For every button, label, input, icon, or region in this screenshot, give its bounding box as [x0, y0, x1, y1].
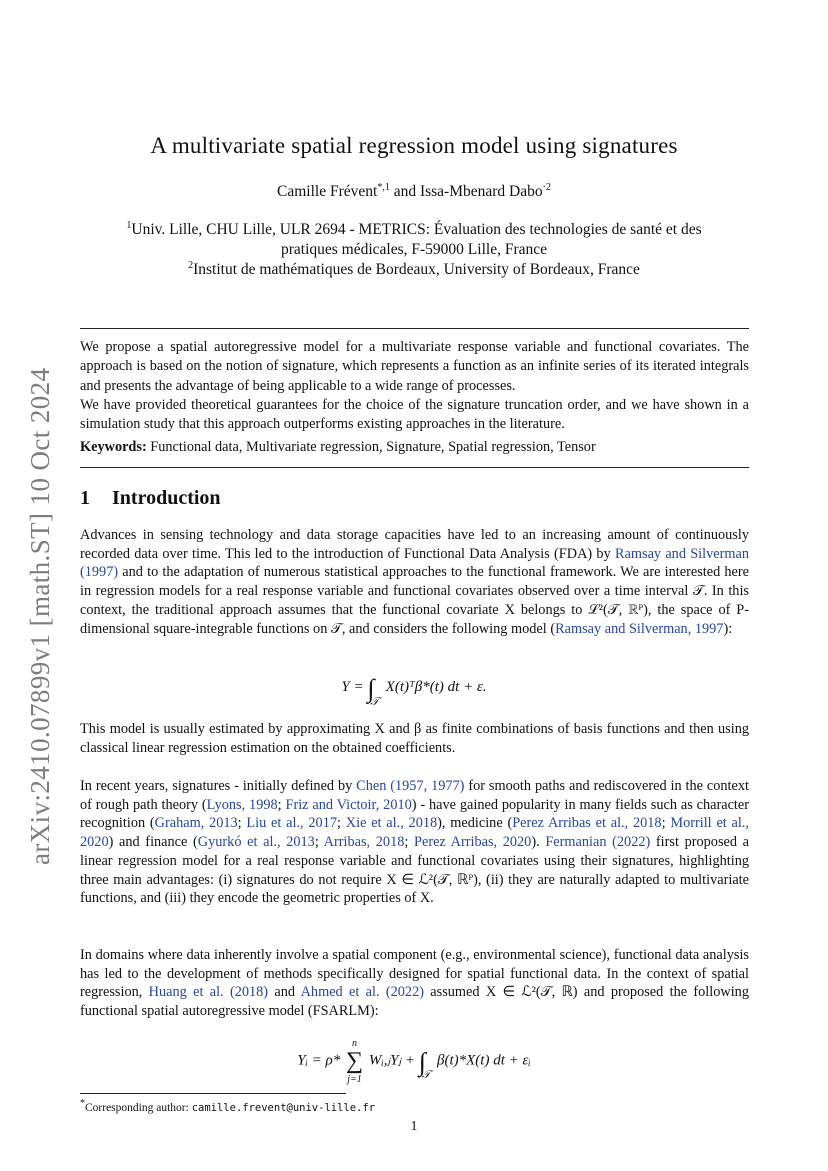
- body-text: for smooth paths and rediscovered in the context of rough path theory (: [80, 778, 749, 813]
- body-text: ;: [404, 834, 415, 851]
- affiliation-text: pratiques médicales, F-59000 Lille, France: [280, 241, 547, 259]
- intro-paragraph-3: [80, 777, 749, 908]
- affiliation-mark: 2: [188, 260, 194, 271]
- author-email[interactable]: camille.frevent@univ-lille.fr: [191, 1101, 376, 1114]
- affiliation-mark: 1: [126, 220, 132, 231]
- intro-paragraph-2: This model is usually estimated by approximating X and β as finite combinations of basis functions and then using classical linear regression estimation on the obtained coefficients.: [80, 721, 749, 756]
- equation-lhs: Y =: [341, 679, 364, 695]
- equation-body: β(t)*X(t) dt + εᵢ: [437, 1052, 531, 1069]
- body-text: and: [268, 984, 301, 1001]
- citation-link[interactable]: Friz and Victoir, 2010: [285, 796, 412, 813]
- affiliation-1: [80, 216, 748, 260]
- body-text: ;: [237, 815, 247, 832]
- author-conjunction: and: [393, 183, 417, 201]
- citation-link[interactable]: Arribas, 2018: [323, 834, 405, 851]
- body-text: first proposed a linear regression model for a real response variable and functional covariates using their signatures, highlighting three main advantages: (i) signatures do not require X ∈ ℒ²(𝒯, ℝᴾ), (ii) they are naturally adapted to multivariate functions, and (iii) they encode the geometric properties of X.: [80, 834, 750, 907]
- body-text: ;: [314, 834, 324, 851]
- citation-link[interactable]: Perez Arribas, 2020: [414, 834, 532, 851]
- citation-link[interactable]: Morrill et al., 2020: [80, 815, 750, 851]
- sum-lower-limit: j=1: [347, 1074, 362, 1085]
- arxiv-identifier: arXiv:2410.07899v1 [math.ST] 10 Oct 2024: [25, 367, 55, 865]
- integral-sign: ∫: [418, 1047, 426, 1077]
- integral-domain: 𝒯: [370, 696, 379, 708]
- citation-link[interactable]: Xie et al., 2018: [345, 815, 438, 832]
- paper-title: A multivariate spatial regression model using signatures: [150, 133, 678, 158]
- sum-upper-limit: n: [352, 1038, 358, 1049]
- page-number: 1: [410, 1119, 418, 1134]
- integral-sign: ∫: [367, 674, 375, 703]
- equation-term: Wᵢ,ⱼYⱼ +: [368, 1052, 415, 1069]
- abstract-bottom-rule: [80, 467, 749, 468]
- citation-link[interactable]: Chen (1957, 1977): [356, 778, 465, 794]
- section-title: Introduction: [112, 487, 221, 509]
- keywords: [80, 439, 749, 456]
- affiliation-text: Univ. Lille, CHU Lille, ULR 2694 - METRICS: Évaluation des technologies de santé et des: [131, 221, 702, 239]
- citation-link[interactable]: Graham, 2013: [154, 815, 238, 832]
- sum-sign: ∑: [346, 1048, 364, 1074]
- integral-domain: 𝒯: [421, 1069, 431, 1082]
- equation-lhs: Yᵢ = ρ*: [297, 1052, 341, 1069]
- body-text: In domains where data inherently involve a spatial component (e.g., environmental science), functional data analysis has led to the development of methods specifically designed for spatial functional data. In the context of spatial regression,: [80, 947, 749, 1001]
- body-text: ;: [277, 796, 286, 813]
- citation-link[interactable]: Liu et al., 2017: [246, 815, 338, 832]
- citation-link[interactable]: Ahmed et al. (2022): [300, 984, 424, 1001]
- author-name: Camille Frévent: [277, 183, 378, 201]
- body-text: ;: [337, 815, 346, 832]
- section-number: 1: [80, 487, 90, 509]
- citation-link[interactable]: Fermanian (2022): [545, 834, 651, 851]
- footnote: [80, 1098, 375, 1114]
- equation-body: X(t)ᵀβ*(t) dt + ε.: [385, 679, 487, 695]
- keywords-text: Functional data, Multivariate regression, Signature, Spatial regression, Tensor: [150, 439, 596, 455]
- abstract: [80, 338, 749, 434]
- body-text: and to the adaptation of numerous statistical approaches to the functional framework. We are interested here in regression models for a real response variable and functional covariates observed over a time interval 𝒯. In this context, the traditional approach assumes that the functional covariate X belongs to ℒ²(𝒯, ℝᴾ), the space of P-dimensional square-integrable functions on 𝒯, and considers the following model (: [80, 564, 749, 637]
- body-text: ).: [531, 834, 546, 851]
- body-text: ):: [723, 620, 733, 637]
- keywords-label: Keywords:: [80, 439, 147, 455]
- author-name: Issa-Mbenard Dabo: [419, 183, 543, 201]
- abstract-top-rule: [80, 328, 749, 329]
- abstract-paragraph: We propose a spatial autoregressive model for a multivariate response variable and functional covariates. The approach is based on the notion of signature, which represents a function as an infinite series of its iterated integrals and presents the advantage of being applicable to a wide range of processes.: [80, 339, 749, 394]
- citation-link[interactable]: Gyurkó et al., 2013: [197, 834, 315, 851]
- citation-link[interactable]: Perez Arribas et al., 2018: [512, 815, 662, 832]
- affiliation-2: [80, 256, 748, 280]
- body-text: ) and finance (: [108, 834, 198, 851]
- footnote-text: Corresponding author:: [85, 1101, 192, 1114]
- author-list: [0, 182, 828, 201]
- body-text: In recent years, signatures - initially defined by: [80, 778, 357, 794]
- equation-2: [0, 1036, 828, 1086]
- citation-link[interactable]: Ramsay and Silverman, 1997: [555, 620, 724, 637]
- body-text: Advances in sensing technology and data storage capacities have led to an increasing amount of continuously recorded data over time. This led to the introduction of Functional Data Analysis (FDA) by: [80, 527, 749, 562]
- affiliation-text: Institut de mathématiques de Bordeaux, University of Bordeaux, France: [193, 261, 640, 279]
- footnote-rule: [80, 1093, 346, 1094]
- abstract-paragraph: We have provided theoretical guarantees for the choice of the signature truncation order, and we have shown in a simulation study that this approach outperforms existing approaches in the literature.: [80, 396, 749, 433]
- body-text: ) - have gained popularity in many fields such as character recognition (: [80, 796, 749, 832]
- intro-paragraph-4: [80, 946, 749, 1021]
- citation-link[interactable]: Ramsay and Silverman (1997): [80, 545, 749, 581]
- author-mark: ·2: [542, 182, 551, 193]
- body-text: ), medicine (: [437, 815, 513, 832]
- footnote-mark: *: [80, 1098, 85, 1109]
- equation-1: [0, 674, 828, 709]
- citation-link[interactable]: Huang et al. (2018): [148, 984, 269, 1001]
- author-mark: *,1: [377, 182, 390, 193]
- citation-link[interactable]: Lyons, 1998: [206, 796, 278, 813]
- summation: [346, 1036, 363, 1086]
- body-text: ;: [661, 815, 671, 832]
- section-heading: [80, 487, 221, 510]
- body-text: assumed X ∈ ℒ²(𝒯, ℝ) and proposed the following functional spatial autoregressive model (FSARLM):: [80, 984, 749, 1020]
- intro-paragraph-1: [80, 526, 749, 638]
